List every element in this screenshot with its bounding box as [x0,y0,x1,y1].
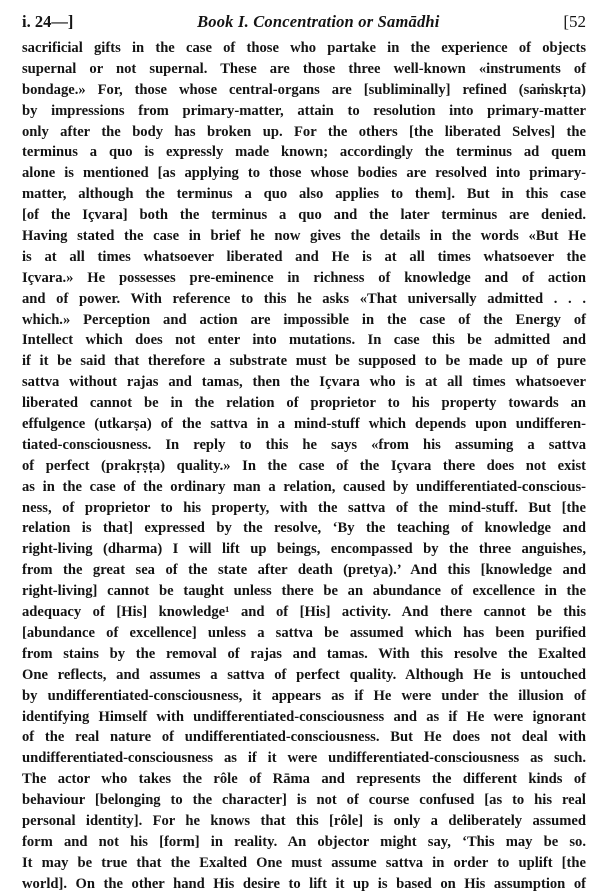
text-line: sacrificial gifts in the case of those who partake in the experience of objects [22,40,586,56]
text-line: ness, of proprietor to his property, with the sattva of the mind-stuff. But [the [22,499,586,516]
text-line: behaviour [belonging to the character] is not of course confused [as to his real [22,792,586,809]
text-line: form and not his [form] in reality. An objector might say, ‘This may be so. [22,833,586,850]
text-line: undifferentiated-consciousness as if it were undifferentiated-consciousness as such. [22,750,586,767]
text-line: from the great sea of the state after death (pretya).’ And this [knowledge and [22,562,586,579]
text-line: relation is that] expressed by the resolve, ‘By the teaching of knowledge and [22,520,586,537]
text-line: tiated-consciousness. In reply to this he says «from his assuming a sattva [22,436,586,453]
text-line: sattva without rajas and tamas, then the Içvara who is at all times whatsoever [22,374,586,391]
text-line: One reflects, and assumes a sattva of perfect quality. Although He is untouched [22,666,586,683]
text-line: identifying Himself with undifferentiated-consciousness and as if He were ignorant [22,708,586,725]
text-line: alone is mentioned [as applying to those whose bodies are resolved into primary- [22,165,586,182]
text-line: It may be true that the Exalted One must assume sattva in order to uplift [the [22,854,586,871]
text-line: personal identity]. For he knows that this [rôle] is only a deliberately assumed [22,812,586,829]
commentary-body [22,38,586,895]
text-line: by undifferentiated-consciousness, it appears as if He were under the illusion of [22,687,586,704]
text-line: Intellect which does not enter into mutations. In case this be admitted and [22,332,586,349]
text-line: if it be said that therefore a substrate must be supposed to be made up of pure [22,353,586,370]
text-line: from stains by the removal of rajas and tamas. With this resolve the Exalted [22,645,586,662]
text-line: which.» Perception and action are impossible in the case of the Energy of [22,311,586,328]
text-line: only after the body has broken up. For the others [the liberated Selves] the [22,123,586,140]
text-line: as in the case of the ordinary man a relation, caused by undifferentiated-conscious- [22,478,586,495]
text-line: and of power. With reference to this he asks «That universally admitted . . . [22,290,586,307]
running-head [22,12,586,34]
text-line: Içvara.» He possesses pre-eminence in richness of knowledge and of action [22,269,586,286]
text-line: matter, although the terminus a quo also applies to them]. But in this case [22,186,586,203]
text-line: world]. On the other hand His desire to lift it up is based on His assumption of [22,875,586,892]
text-line: terminus a quo is expressly made known; accordingly the terminus ad quem [22,144,586,161]
page-number: [52 [563,12,586,31]
text-line: right-living (dharma) I will lift up beings, encompassed by the three anguishes, [22,541,586,558]
text-line: adequacy of [His] knowledge¹ and of [His] activity. And there cannot be this [22,604,586,621]
text-line: of perfect (prakṛṣṭa) quality.» In the case of the Içvara there does not exist [22,457,586,474]
text-line: of the real nature of undifferentiated-consciousness. But He does not deal with [22,729,586,746]
text-line: right-living] cannot be taught unless there be an abundance of excellence in the [22,583,586,600]
text-line: liberated cannot be in the relation of proprietor to his property towards an [22,395,586,412]
text-line: by impressions from primary-matter, attain to resolution into primary-matter [22,102,586,119]
text-line: [abundance of excellence] unless a sattva be assumed which has been purified [22,624,586,641]
text-line: supernal or not supernal. These are those three well-known «instruments of [22,60,586,77]
text-line: Having stated the case in brief he now gives the details in the words «But He [22,228,586,245]
text-line: is at all times whatsoever liberated and He is at all times whatsoever the [22,248,586,265]
section-reference: i. 24—] [22,12,74,31]
text-line: bondage.» For, those whose central-organs are [subliminally] refined (saṁskṛta) [22,81,586,98]
text-line: The actor who takes the rôle of Rāma and represents the different kinds of [22,771,586,788]
text-line: [of the Içvara] both the terminus a quo and the later terminus are denied. [22,207,586,224]
text-line: effulgence (utkarṣa) of the sattva in a mind-stuff which depends upon undifferen- [22,416,586,433]
book-chapter-title: Book I. Concentration or Samādhi [197,12,440,31]
